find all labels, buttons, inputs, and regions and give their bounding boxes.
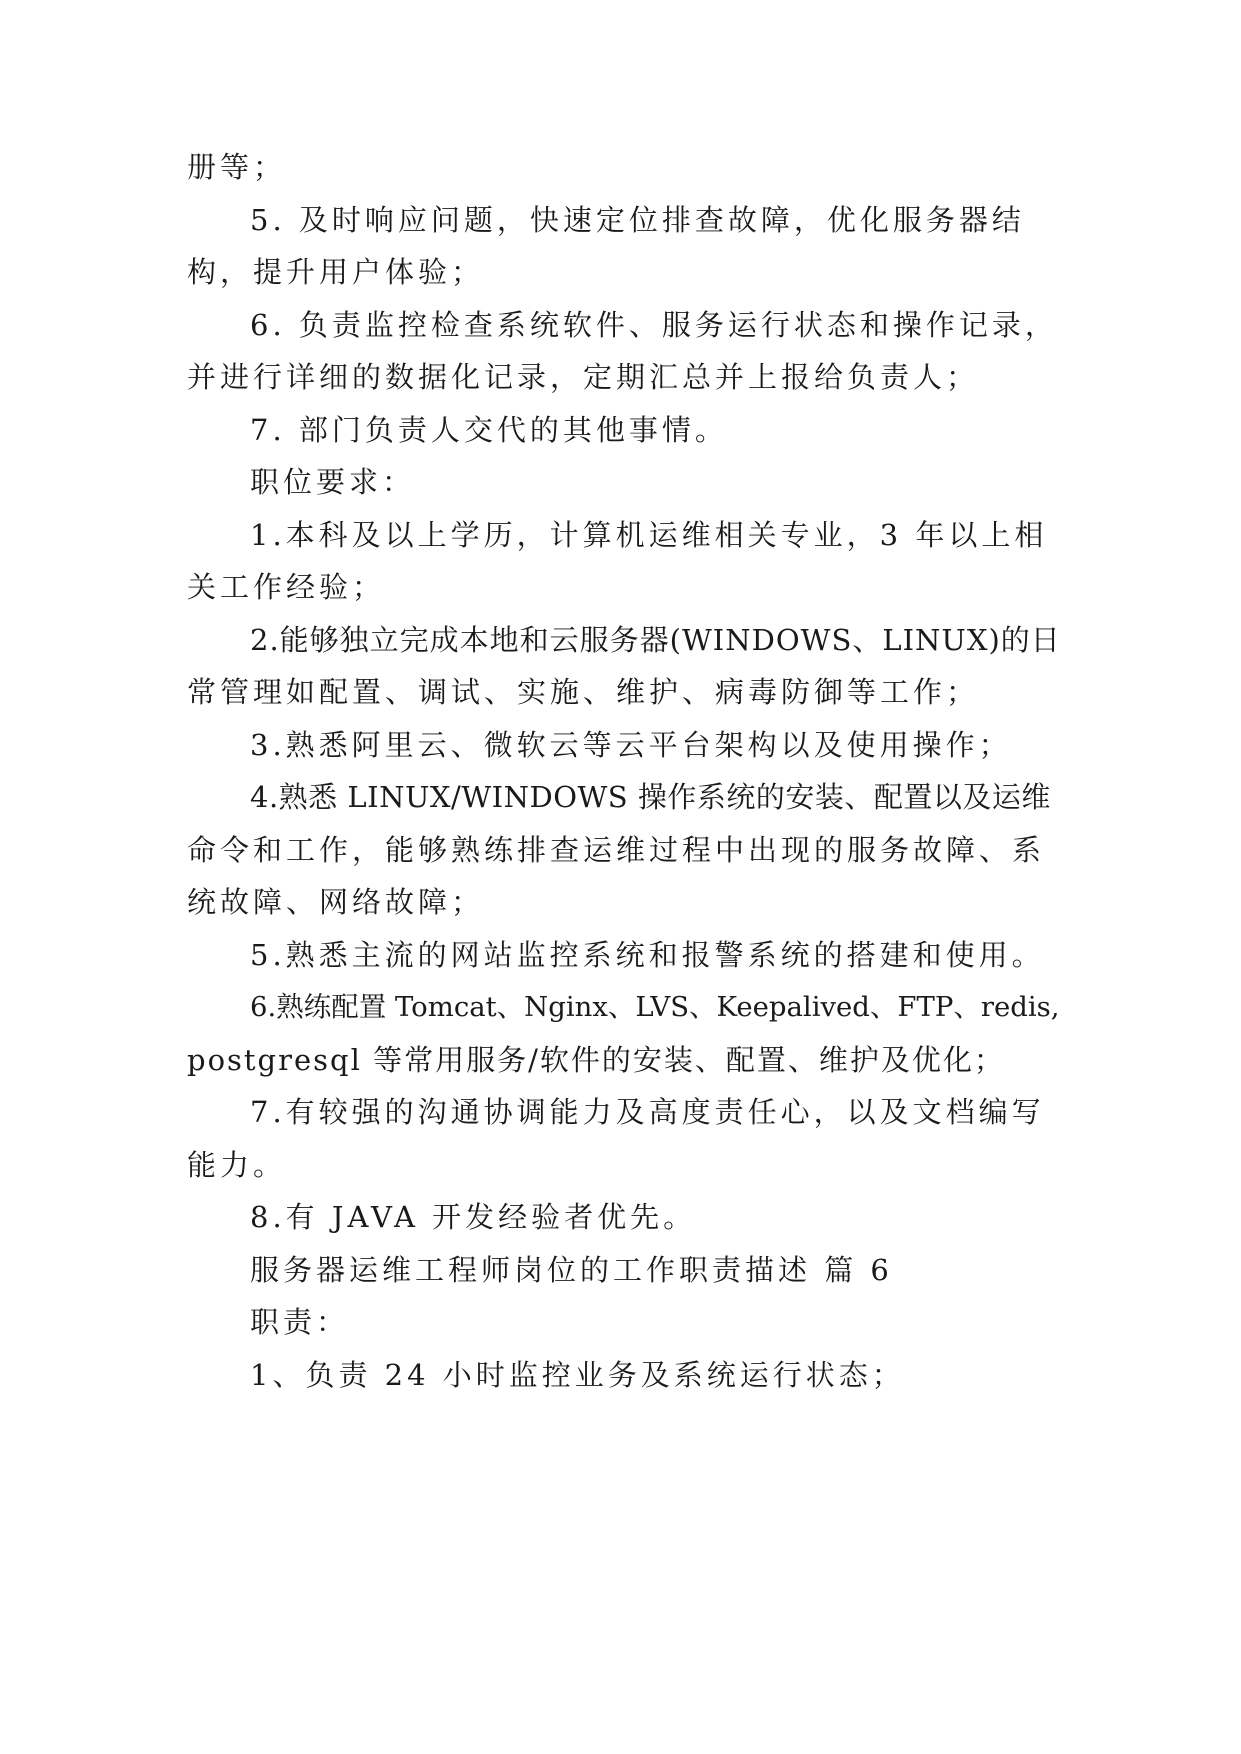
text-line: 5. 及时响应问题，快速定位排查故障，优化服务器结: [250, 203, 1025, 237]
text-line: 7. 部门负责人交代的其他事情。: [250, 413, 728, 447]
text-line: postgresql 等常用服务/软件的安装、配置、维护及优化；: [187, 1043, 1005, 1077]
text-line: 2.能够独立完成本地和云服务器(WINDOWS、LINUX)的日: [250, 623, 1061, 657]
text-line: 构，提升用户体验；: [187, 255, 485, 289]
section-heading: 职位要求：: [250, 465, 416, 499]
text-line: 册等；: [187, 150, 287, 184]
text-line: 并进行详细的数据化记录，定期汇总并上报给负责人；: [187, 360, 980, 394]
text-line: 能力。: [187, 1148, 287, 1182]
text-line: 5.熟悉主流的网站监控系统和报警系统的搭建和使用。: [250, 938, 1045, 972]
text-line: 3.熟悉阿里云、微软云等云平台架构以及使用操作；: [250, 728, 1012, 762]
text-line: 统故障、网络故障；: [187, 885, 485, 919]
text-line: 关工作经验；: [187, 570, 386, 604]
text-line: 7.有较强的沟通协调能力及高度责任心，以及文档编写: [250, 1095, 1045, 1129]
text-line: 8.有 JAVA 开发经验者优先。: [250, 1200, 697, 1234]
section-heading: 职责：: [250, 1305, 350, 1339]
text-line: 常管理如配置、调试、实施、维护、病毒防御等工作；: [187, 675, 980, 709]
text-line: 1、负责 24 小时监控业务及系统运行状态；: [250, 1358, 905, 1392]
text-line: 1.本科及以上学历，计算机运维相关专业，3 年以上相: [250, 518, 1048, 552]
section-heading: 服务器运维工程师岗位的工作职责描述 篇 6: [250, 1253, 893, 1287]
text-line: 4.熟悉 LINUX/WINDOWS 操作系统的安装、配置以及运维: [250, 780, 1051, 814]
text-line: 命令和工作，能够熟练排查运维过程中出现的服务故障、系: [187, 833, 1046, 867]
text-line: 6.熟练配置 Tomcat、Nginx、LVS、Keepalived、FTP、redis,: [250, 991, 1060, 1023]
text-line: 6. 负责监控检查系统软件、服务运行状态和操作记录，: [250, 308, 1058, 342]
